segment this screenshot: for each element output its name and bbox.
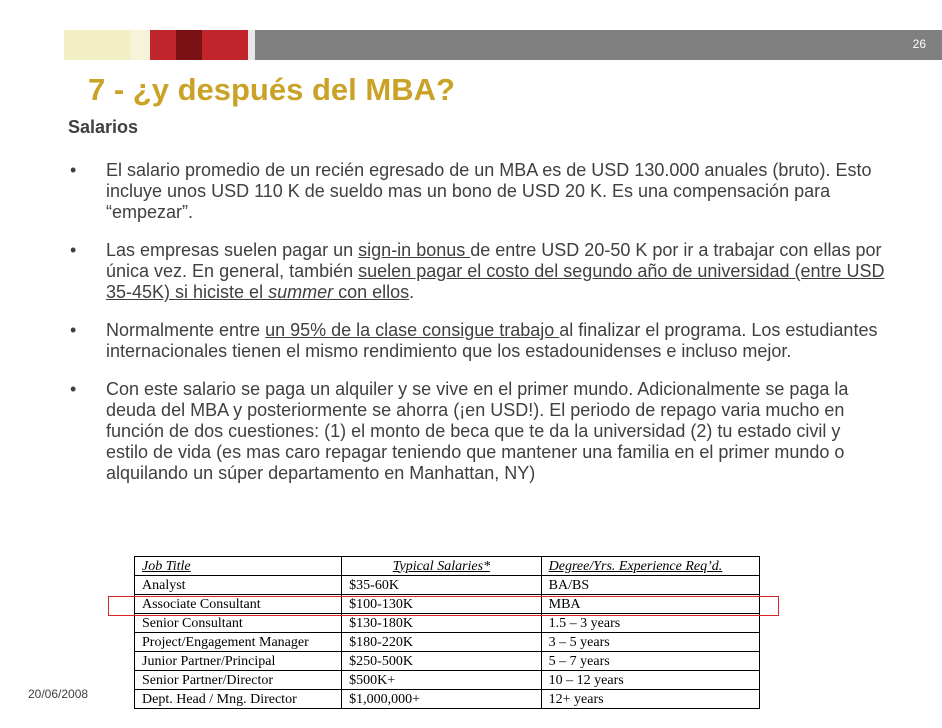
bullet-item bbox=[66, 320, 886, 362]
cell-degree: BA/BS bbox=[541, 576, 759, 595]
bullet-text: . bbox=[409, 282, 415, 302]
table-header-row bbox=[135, 557, 760, 576]
bullet-item bbox=[66, 160, 886, 223]
slide-subtitle: Salarios bbox=[68, 117, 139, 137]
footer-date: 20/06/2008 bbox=[28, 687, 89, 701]
table-row bbox=[135, 652, 760, 671]
header-block-divider bbox=[248, 30, 255, 60]
cell-salary: $250-500K bbox=[342, 652, 541, 671]
cell-salary: $180-220K bbox=[342, 633, 541, 652]
cell-salary: $100-130K bbox=[342, 595, 541, 614]
page-number: 26 bbox=[912, 37, 926, 51]
header-block-light bbox=[130, 30, 150, 60]
cell-salary: $1,000,000+ bbox=[342, 690, 541, 709]
cell-degree: 5 – 7 years bbox=[541, 652, 759, 671]
cell-job-title: Project/Engagement Manager bbox=[135, 633, 342, 652]
header-bar bbox=[64, 30, 942, 60]
header-block-cream bbox=[64, 30, 130, 60]
cell-degree: 12+ years bbox=[541, 690, 759, 709]
salary-table-container bbox=[134, 556, 760, 709]
cell-job-title: Senior Consultant bbox=[135, 614, 342, 633]
cell-job-title: Analyst bbox=[135, 576, 342, 595]
header-block-darkred bbox=[176, 30, 202, 60]
cell-degree: 10 – 12 years bbox=[541, 671, 759, 690]
bullet-item bbox=[66, 379, 886, 484]
bullet-text: al finalizar el programa. Los estudiantes internacionales tienen el mismo rendimiento que los estadounidenses e incluso mejor. bbox=[106, 320, 878, 361]
header-block-red-2 bbox=[202, 30, 248, 60]
bullet-text: El salario promedio de un recién egresado de un MBA es de USD 130.000 anuales (bruto). Esto incluye unos USD 110 K de sueldo mas un bono de USD 20 K. Es una compensación para “empezar”. bbox=[106, 160, 872, 222]
header-block-red bbox=[150, 30, 176, 60]
bullet-underlined-text: un 95% de la clase consigue trabajo bbox=[265, 320, 560, 340]
salary-table bbox=[134, 556, 760, 709]
cell-salary: $130-180K bbox=[342, 614, 541, 633]
bullet-text: Normalmente entre bbox=[106, 320, 266, 340]
table-row bbox=[135, 690, 760, 709]
table-row bbox=[135, 614, 760, 633]
cell-salary: $500K+ bbox=[342, 671, 541, 690]
table-row bbox=[135, 595, 760, 614]
cell-salary: $35-60K bbox=[342, 576, 541, 595]
bullet-underlined-text: suelen pagar el costo del segundo año de universidad (entre USD 35-45K) si hiciste el bbox=[106, 261, 885, 302]
table-row bbox=[135, 633, 760, 652]
header-job-title: Job Title bbox=[135, 557, 342, 576]
header-degree-experience: Degree/Yrs. Experience Req’d. bbox=[541, 557, 759, 576]
bullet-item bbox=[66, 240, 886, 303]
bullet-text: de entre USD 20-50 K por ir a trabajar con ellas por única vez. En general, también bbox=[106, 240, 882, 281]
bullet-list bbox=[66, 160, 886, 501]
bullet-text: Las empresas suelen pagar un bbox=[106, 240, 359, 260]
header-typical-salaries: Typical Salaries* bbox=[342, 557, 541, 576]
bullet-underlined-text: con ellos bbox=[333, 282, 410, 302]
table-row bbox=[135, 671, 760, 690]
cell-degree: 3 – 5 years bbox=[541, 633, 759, 652]
cell-job-title: Dept. Head / Mng. Director bbox=[135, 690, 342, 709]
bullet-text: Con este salario se paga un alquiler y se vive en el primer mundo. Adicionalmente se paga la deuda del MBA y posteriormente se ahorra (¡en USD!). El periodo de repago varia mucho en función de dos cuestiones: (1) el monto de beca que te da la universidad (2) tu estado civil y estilo de vida (es mas caro repagar teniendo que mantener una familia en el primer mundo o alquilando un súper departamento en Manhattan, NY) bbox=[106, 379, 849, 483]
bullet-emphasis-text: summer bbox=[268, 282, 334, 302]
cell-job-title: Senior Partner/Director bbox=[135, 671, 342, 690]
slide-title: 7 - ¿y después del MBA? bbox=[88, 72, 455, 107]
cell-job-title: Junior Partner/Principal bbox=[135, 652, 342, 671]
cell-job-title: Associate Consultant bbox=[135, 595, 342, 614]
cell-degree: 1.5 – 3 years bbox=[541, 614, 759, 633]
table-row bbox=[135, 576, 760, 595]
cell-degree: MBA bbox=[541, 595, 759, 614]
bullet-underlined-text: sign-in bonus bbox=[358, 240, 471, 260]
